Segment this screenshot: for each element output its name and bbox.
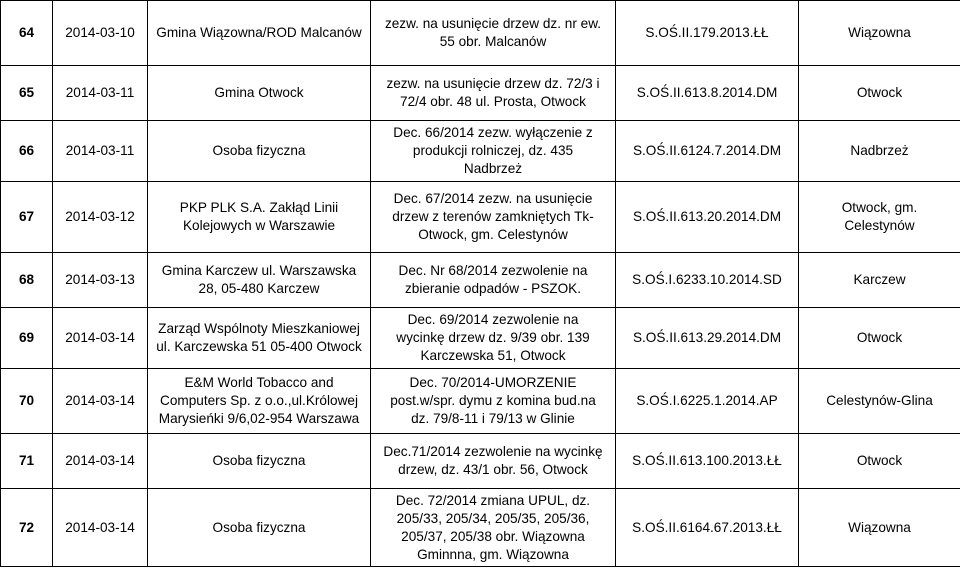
applicant-cell (148, 489, 371, 567)
decision-cell-line: produkcji rolniczej, dz. 435 (412, 143, 574, 158)
applicant-cell-line: Computers Sp. z o.o.,ul.Królowej (160, 393, 358, 408)
table-row (1, 1, 960, 66)
entry-number: 67 (1, 182, 53, 253)
applicant-cell-line: Gmina Karczew ul. Warszawska (161, 263, 357, 278)
reference-number: S.OŚ.II.613.20.2014.DM (616, 182, 799, 253)
applicant-cell (148, 308, 371, 369)
decision-cell-line: Dec. 72/2014 zmiana UPUL, dz. (395, 492, 591, 508)
reference-number: S.OŚ.II.613.29.2014.DM (616, 308, 799, 369)
reference-number: S.OŚ.II.613.8.2014.DM (616, 66, 799, 121)
entry-number: 68 (1, 253, 53, 308)
decision-cell-line: drzew z terenów zamkniętych Tk- (392, 209, 594, 224)
location-cell-line: Celestynów (844, 218, 915, 233)
applicant-cell-line: PKP PLK S.A. Zakłąd Linii (179, 200, 339, 215)
decision-cell-line: Dec.71/2014 zezwolenie na wycinkę (383, 444, 603, 459)
decision-cell-line: drzew, dz. 43/1 obr. 56, Otwock (398, 462, 588, 477)
table-row (1, 369, 960, 434)
decision-cell (371, 308, 616, 369)
decision-cell (371, 121, 616, 182)
decision-cell (371, 1, 616, 66)
decision-cell-line: zbieranie odpadów - PSZOK. (404, 281, 582, 296)
entry-number: 70 (1, 369, 53, 434)
applicant-cell-line: Osoba fizyczna (212, 453, 306, 468)
reference-number: S.OŚ.I.6225.1.2014.AP (616, 369, 799, 434)
decision-cell-line: Dec. 70/2014-UMORZENIE (409, 375, 577, 390)
location-cell-line: Otwock (856, 85, 903, 100)
decision-cell-line: Gminnna, gm. Wiązowna (417, 546, 569, 562)
decision-cell-line: 55 obr. Malcanów (439, 34, 547, 49)
applicant-cell (148, 1, 371, 66)
entry-date: 2014-03-14 (53, 308, 148, 369)
location-cell (799, 66, 960, 121)
applicant-cell-line: Marysieńki 9/6,02-954 Warszawa (158, 411, 360, 426)
applicant-cell-line: ul. Karczewska 51 05-400 Otwock (156, 339, 362, 354)
entry-number: 69 (1, 308, 53, 369)
applicant-cell-line: 28, 05-480 Karczew (198, 281, 320, 296)
reference-number: S.OŚ.II.613.100.2013.ŁŁ (616, 434, 799, 489)
decision-cell-line: dz. 79/8-11 i 79/13 w Glinie (411, 411, 575, 426)
decision-cell (371, 182, 616, 253)
location-cell (799, 434, 960, 489)
entry-date: 2014-03-14 (53, 489, 148, 567)
location-cell-line: Otwock (856, 453, 903, 468)
location-cell-line: Otwock (856, 330, 903, 345)
decision-cell-line: 72/4 obr. 48 ul. Prosta, Otwock (400, 94, 586, 109)
location-cell (799, 121, 960, 182)
decision-cell-line: Otwock, gm. Celestynów (418, 227, 568, 242)
entry-number: 64 (1, 1, 53, 66)
location-cell-line: Nadbrzeż (850, 143, 909, 158)
location-cell-line: Wiązowna (848, 519, 911, 535)
entry-date: 2014-03-14 (53, 434, 148, 489)
location-cell (799, 253, 960, 308)
entry-number: 71 (1, 434, 53, 489)
table-body (1, 1, 960, 567)
location-cell (799, 182, 960, 253)
applicant-cell (148, 182, 371, 253)
table-row (1, 121, 960, 182)
decision-cell-line: Karczewska 51, Otwock (420, 348, 566, 363)
location-cell (799, 489, 960, 567)
decision-cell-line: Dec. Nr 68/2014 zezwolenie na (398, 263, 588, 278)
decision-cell (371, 66, 616, 121)
table-row (1, 253, 960, 308)
decision-cell-line: zezw. na usunięcie drzew dz. 72/3 i (386, 76, 600, 91)
applicant-cell (148, 434, 371, 489)
decision-cell-line: 205/37, 205/38 obr. Wiązowna (401, 528, 585, 544)
applicant-cell (148, 66, 371, 121)
location-cell-line: Celestynów-Glina (826, 393, 933, 408)
entry-date: 2014-03-14 (53, 369, 148, 434)
decision-cell (371, 369, 616, 434)
decision-cell-line: Dec. 66/2014 zezw. wyłączenie z (393, 125, 593, 140)
applicant-cell-line: Zarząd Wspólnoty Mieszkaniowej (158, 321, 360, 336)
decision-cell (371, 434, 616, 489)
reference-number: S.OŚ.I.6233.10.2014.SD (616, 253, 799, 308)
decision-cell-line: post.w/spr. dymu z komina bud.na (390, 393, 596, 408)
entry-number: 66 (1, 121, 53, 182)
decision-cell (371, 253, 616, 308)
table-row (1, 308, 960, 369)
location-cell (799, 369, 960, 434)
decision-cell-line: Dec. 67/2014 zezw. na usunięcie (393, 191, 593, 206)
table-row (1, 489, 960, 567)
reference-number: S.OŚ.II.6124.7.2014.DM (616, 121, 799, 182)
decision-cell-line: wycinkę drzew dz. 9/39 obr. 139 (396, 330, 590, 345)
decision-cell (371, 489, 616, 567)
table-row (1, 434, 960, 489)
applicant-cell-line: Gmina Otwock (214, 85, 304, 100)
applicant-cell-line: Osoba fizyczna (212, 519, 306, 535)
location-cell-line: Otwock, gm. (841, 200, 918, 215)
applicant-cell-line: Gmina Wiązowna/ROD Malcanów (156, 25, 362, 40)
applicant-cell (148, 253, 371, 308)
decision-cell-line: Nadbrzeż (463, 161, 523, 176)
location-cell-line: Wiązowna (848, 25, 911, 40)
entry-number: 65 (1, 66, 53, 121)
applicant-cell-line: Kolejowych w Warszawie (182, 218, 336, 233)
applicant-cell-line: Osoba fizyczna (212, 143, 306, 158)
location-cell (799, 308, 960, 369)
location-cell (799, 1, 960, 66)
reference-number: S.OŚ.II.6164.67.2013.ŁŁ (616, 489, 799, 567)
entry-number: 72 (1, 489, 53, 567)
decision-cell-line: zezw. na usunięcie drzew dz. nr ew. (384, 16, 602, 31)
location-cell-line: Karczew (853, 272, 906, 287)
entry-date: 2014-03-11 (53, 66, 148, 121)
entry-date: 2014-03-11 (53, 121, 148, 182)
table-row (1, 182, 960, 253)
table-row (1, 66, 960, 121)
entry-date: 2014-03-12 (53, 182, 148, 253)
reference-number: S.OŚ.II.179.2013.ŁŁ (616, 1, 799, 66)
applicant-cell (148, 369, 371, 434)
decision-cell-line: 205/33, 205/34, 205/35, 205/36, (396, 510, 590, 526)
entry-date: 2014-03-10 (53, 1, 148, 66)
entry-date: 2014-03-13 (53, 253, 148, 308)
decision-cell-line: Dec. 69/2014 zezwolenie na (407, 312, 579, 327)
applicant-cell (148, 121, 371, 182)
applicant-cell-line: E&M World Tobacco and (184, 375, 334, 390)
